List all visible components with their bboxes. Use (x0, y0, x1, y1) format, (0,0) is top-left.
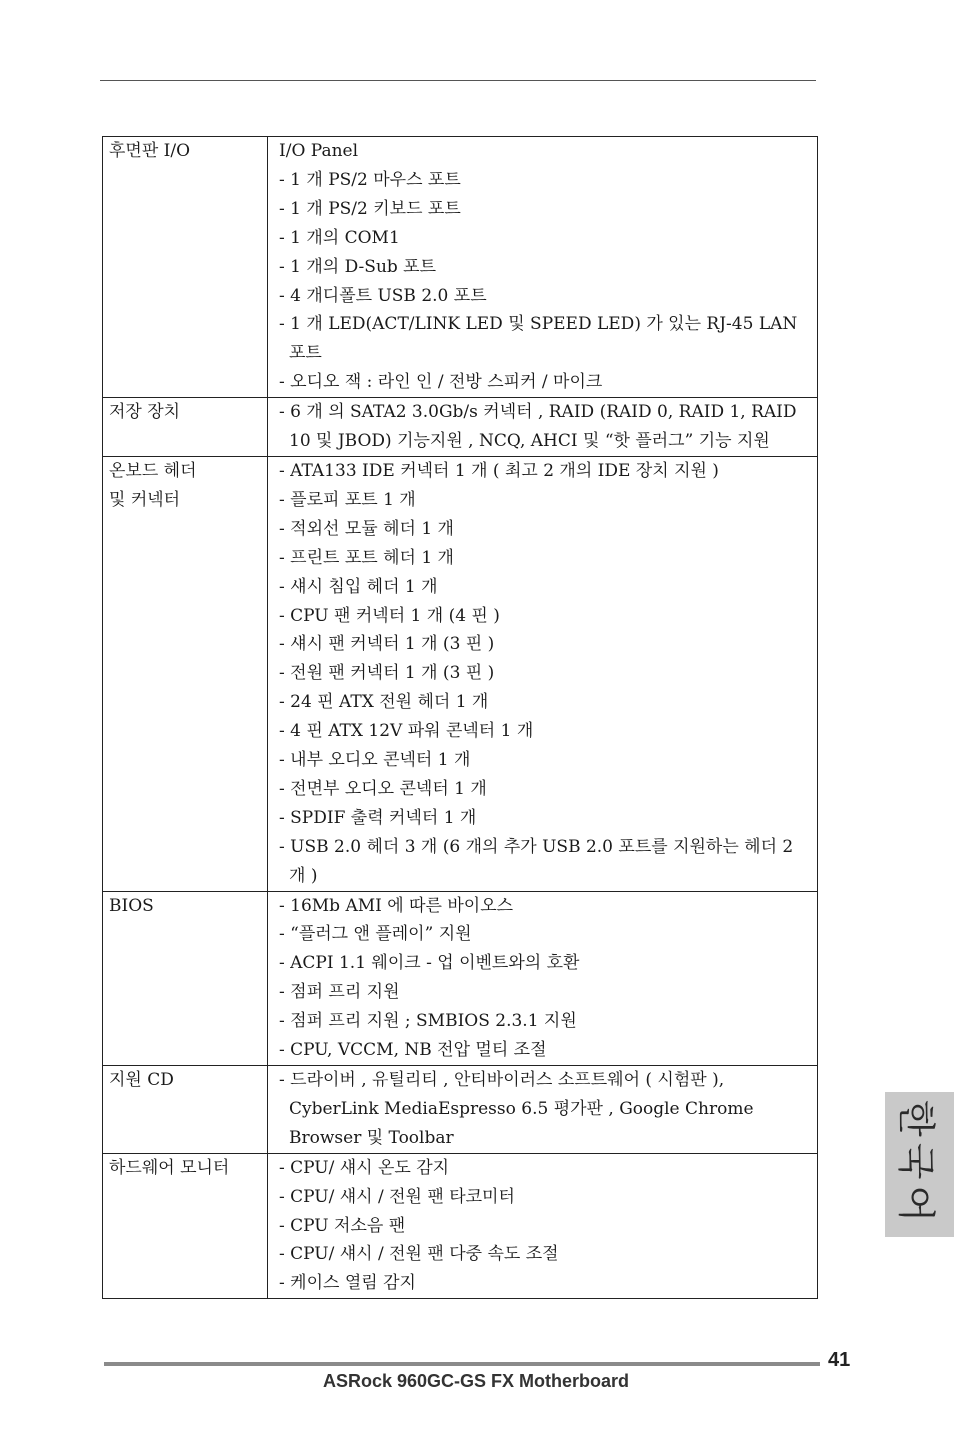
spec-item: - 섀시 침입 헤더 1 개 (279, 576, 438, 597)
spec-item: - 1 개의 D-Sub 포트 (279, 256, 437, 277)
spec-item: - CPU/ 섀시 온도 감지 (279, 1157, 450, 1178)
spec-item: - 섀시 팬 커넥터 1 개 (3 핀 ) (279, 634, 495, 655)
spec-items-cell (268, 456, 818, 891)
spec-table-body (103, 137, 818, 1299)
spec-item: - 1 개 PS/2 키보드 포트 (279, 198, 461, 219)
spec-row (103, 398, 818, 457)
spec-item: - 플로피 포트 1 개 (279, 489, 416, 510)
spec-items-cell (268, 1153, 818, 1299)
spec-label: 지원 CD (109, 1070, 174, 1090)
spec-item: - CPU 저소음 팬 (279, 1215, 406, 1236)
spec-item: - 케이스 열림 감지 (279, 1273, 416, 1294)
spec-item: - 16Mb AMI 에 따른 바이오스 (279, 895, 514, 916)
spec-item: - CPU 팬 커넥터 1 개 (4 핀 ) (279, 605, 500, 626)
language-side-tab-label: 한국어 (894, 1100, 938, 1229)
spec-item: - 점퍼 프리 지원 ; SMBIOS 2.3.1 지원 (279, 1011, 577, 1032)
spec-item: - 1 개의 COM1 (279, 227, 400, 248)
spec-item: - “플러그 앤 플레이” 지원 (279, 924, 472, 945)
page-number: 41 (828, 1349, 851, 1371)
footer-title: ASRock 960GC-GS FX Motherboard (322, 1371, 630, 1391)
spec-row (103, 891, 818, 1065)
spec-label: 후면판 I/O (109, 141, 191, 161)
spec-table (102, 136, 818, 1299)
spec-item: - 4 개디폴트 USB 2.0 포트 (279, 285, 487, 306)
spec-item: - 6 개 의 SATA2 3.0Gb/s 커넥터 , RAID (RAID 0, RAID 1, RAID 10 및 JBOD) 기능지원 , NCQ, AHCI 및 “핫 플러그” 기능 지원 (279, 402, 797, 452)
spec-item: - 전원 팬 커넥터 1 개 (3 핀 ) (279, 663, 495, 684)
spec-item: - 24 핀 ATX 전원 헤더 1 개 (279, 692, 489, 713)
top-rule (100, 80, 816, 81)
spec-item: - 적외선 모듈 헤더 1 개 (279, 518, 454, 539)
spec-item: - 프린트 포트 헤더 1 개 (279, 547, 454, 568)
spec-item: - 4 핀 ATX 12V 파워 콘넥터 1 개 (279, 721, 534, 742)
language-side-tab (885, 1092, 954, 1237)
spec-label-cell (103, 891, 268, 1065)
spec-item: - CPU/ 섀시 / 전원 팬 타코미터 (279, 1186, 515, 1207)
spec-item: - SPDIF 출력 커넥터 1 개 (279, 807, 477, 828)
spec-item: - 1 개 LED(ACT/LINK LED 및 SPEED LED) 가 있는 RJ-45 LAN 포트 (279, 314, 798, 364)
spec-item: - 내부 오디오 콘넥터 1 개 (279, 750, 471, 771)
spec-item: - CPU, VCCM, NB 전압 멀티 조절 (279, 1040, 547, 1061)
spec-item: - 점퍼 프리 지원 (279, 982, 400, 1003)
spec-label: 하드웨어 모니터 (109, 1157, 230, 1178)
spec-label-cell (103, 398, 268, 457)
spec-item: - ACPI 1.1 웨이크 - 업 이벤트와의 호환 (279, 953, 580, 974)
spec-label: 저장 장치 (109, 402, 181, 423)
spec-item: - 드라이버 , 유틸리티 , 안티바이러스 소프트웨어 ( 시험판 ), CyberLink MediaEspresso 6.5 평가판 , Google Chrome Browser 및 Toolbar (279, 1070, 754, 1148)
spec-item: - CPU/ 섀시 / 전원 팬 다중 속도 조절 (279, 1244, 559, 1265)
spec-item: - 오디오 잭 : 라인 인 / 전방 스피커 / 마이크 (279, 372, 603, 393)
spec-items-cell (268, 1066, 818, 1154)
spec-row (103, 1066, 818, 1154)
spec-item: I/O Panel (279, 141, 359, 161)
spec-label-cell (103, 1066, 268, 1154)
spec-label: 온보드 헤더 (109, 460, 197, 481)
spec-label: BIOS (109, 895, 154, 916)
spec-items-cell (268, 891, 818, 1065)
spec-row (103, 137, 818, 398)
spec-label-cell (103, 456, 268, 891)
spec-item: - USB 2.0 헤더 3 개 (6 개의 추가 USB 2.0 포트를 지원하는 헤더 2 개 ) (279, 836, 794, 886)
spec-items-cell (268, 398, 818, 457)
spec-row (103, 1153, 818, 1299)
spec-items-cell (268, 137, 818, 398)
bottom-rule (104, 1362, 820, 1366)
spec-row (103, 456, 818, 891)
spec-item: - 전면부 오디오 콘넥터 1 개 (279, 778, 487, 799)
spec-label: 및 커넥터 (109, 489, 181, 510)
spec-label-cell (103, 137, 268, 398)
spec-item: - 1 개 PS/2 마우스 포트 (279, 169, 461, 190)
spec-item: - ATA133 IDE 커넥터 1 개 ( 최고 2 개의 IDE 장치 지원 ) (279, 460, 719, 481)
spec-label-cell (103, 1153, 268, 1299)
